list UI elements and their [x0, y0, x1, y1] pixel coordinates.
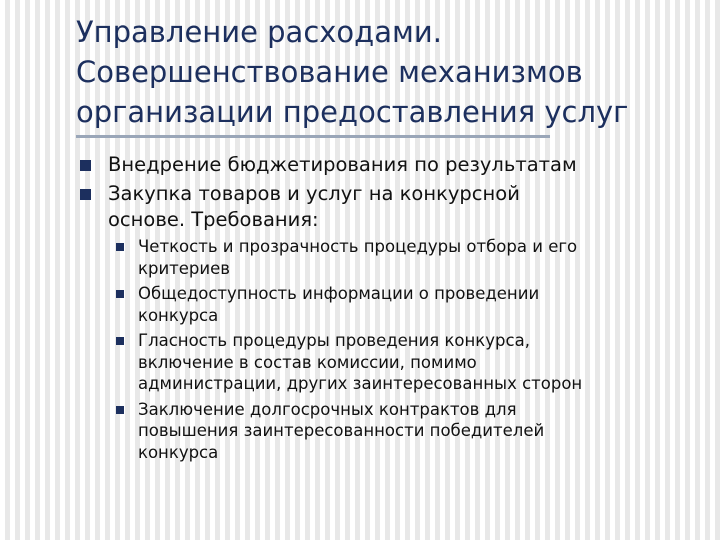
bullet-text-line: основе. Требования: — [108, 208, 319, 231]
sub-bullet-text-line: включение в состав комиссии, помимо — [138, 352, 477, 372]
square-bullet-icon — [116, 406, 124, 414]
bullet-text-line: Внедрение бюджетирования по результатам — [108, 153, 577, 176]
sub-bullet-item — [114, 330, 696, 395]
sub-bullet-item — [114, 236, 696, 279]
title-divider — [76, 135, 550, 138]
sub-bullet-text-line: конкурса — [138, 305, 219, 325]
square-bullet-icon — [116, 290, 124, 298]
bullet-item — [76, 152, 696, 178]
square-bullet-icon — [80, 189, 91, 200]
slide-body — [76, 152, 696, 467]
slide-title — [76, 12, 706, 132]
slide-title-line: Управление расходами. — [76, 15, 442, 49]
sub-bullet-text-line: Гласность процедуры проведения конкурса, — [138, 331, 530, 350]
sub-bullet-item — [114, 399, 696, 464]
sub-bullet-text-line: критериев — [138, 258, 230, 278]
sub-bullet-list — [76, 236, 696, 463]
square-bullet-icon — [116, 337, 124, 345]
sub-bullet-text-line: повышения заинтересованности победителей — [138, 421, 545, 440]
bullet-text-line: Закупка товаров и услуг на конкурсной — [108, 182, 520, 205]
sub-bullet-text-line: конкурса — [138, 442, 219, 462]
sub-bullet-text-line: Заключение долгосрочных контрактов для — [138, 399, 517, 419]
bullet-item — [76, 181, 696, 233]
square-bullet-icon — [80, 160, 91, 171]
sub-bullet-text-line: Общедоступность информации о проведении — [138, 284, 540, 303]
sub-bullet-text-line: администрации, других заинтересованных сторон — [138, 374, 583, 393]
slide-title-line: организации предоставления услуг — [76, 95, 629, 129]
sub-bullet-item — [114, 283, 696, 326]
sub-bullet-text-line: Четкость и прозрачность процедуры отбора и его — [138, 237, 578, 256]
square-bullet-icon — [116, 243, 124, 251]
slide-title-line: Совершенствование механизмов — [76, 55, 583, 89]
